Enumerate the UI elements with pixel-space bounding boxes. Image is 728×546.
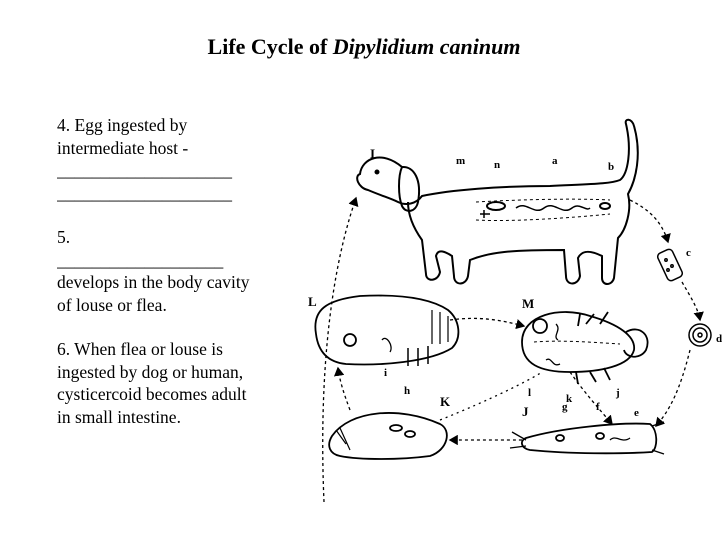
step5-line1: 5. [57,227,71,247]
label-M: M [522,296,535,311]
label-h: h [404,385,411,397]
label-d: d [716,333,723,345]
label-m: m [456,155,466,167]
title-species: Dipylidium caninum [332,34,521,59]
page-title [0,34,728,60]
step-5 [57,226,282,316]
label-k: k [566,393,573,405]
step5-line3: of louse or flea. [57,294,167,315]
life-cycle-svg [290,110,728,546]
step-4 [57,114,282,204]
label-J: J [522,404,529,419]
label-i: i [384,367,388,379]
step6-line3: cysticercoid becomes adult [57,384,247,404]
step4-blank1: ____________________ [57,160,232,180]
label-L: L [308,294,317,309]
adult-flea-illustration [510,422,664,454]
label-a: a [552,155,558,167]
larva-body-illustration [315,296,458,366]
life-cycle-diagram [290,110,728,546]
step4-line2: intermediate host - [57,137,189,158]
cycle-arrows [323,198,700,502]
step4-blank2: ____________________ [57,182,232,203]
title-prefix: Life Cycle of [207,34,333,59]
label-e: e [634,407,639,419]
label-b: b [608,161,615,173]
label-n: n [494,159,501,171]
label-K: K [440,394,451,409]
step-6 [57,338,282,428]
step6-line1: 6. When flea or louse is [57,339,223,359]
flea-larva-illustration [522,312,648,384]
label-l: l [528,387,532,399]
label-I: I [370,146,376,161]
step6-line2: ingested by dog or human, [57,361,244,382]
label-g: g [562,401,568,413]
step5-blank: ___________________ [57,249,224,270]
life-cycle-steps [57,114,282,450]
step6-line4: in small intestine. [57,406,181,427]
label-f: f [596,401,600,413]
step5-line2: develops in the body cavity [57,272,250,292]
dog-illustration [357,120,638,284]
egg-packet-illustration [656,248,683,282]
label-c: c [686,247,691,259]
label-j-small: j [616,387,620,399]
egg-illustration [689,324,711,346]
step4-line1: 4. Egg ingested by [57,115,188,135]
pupa-illustration [329,413,447,459]
